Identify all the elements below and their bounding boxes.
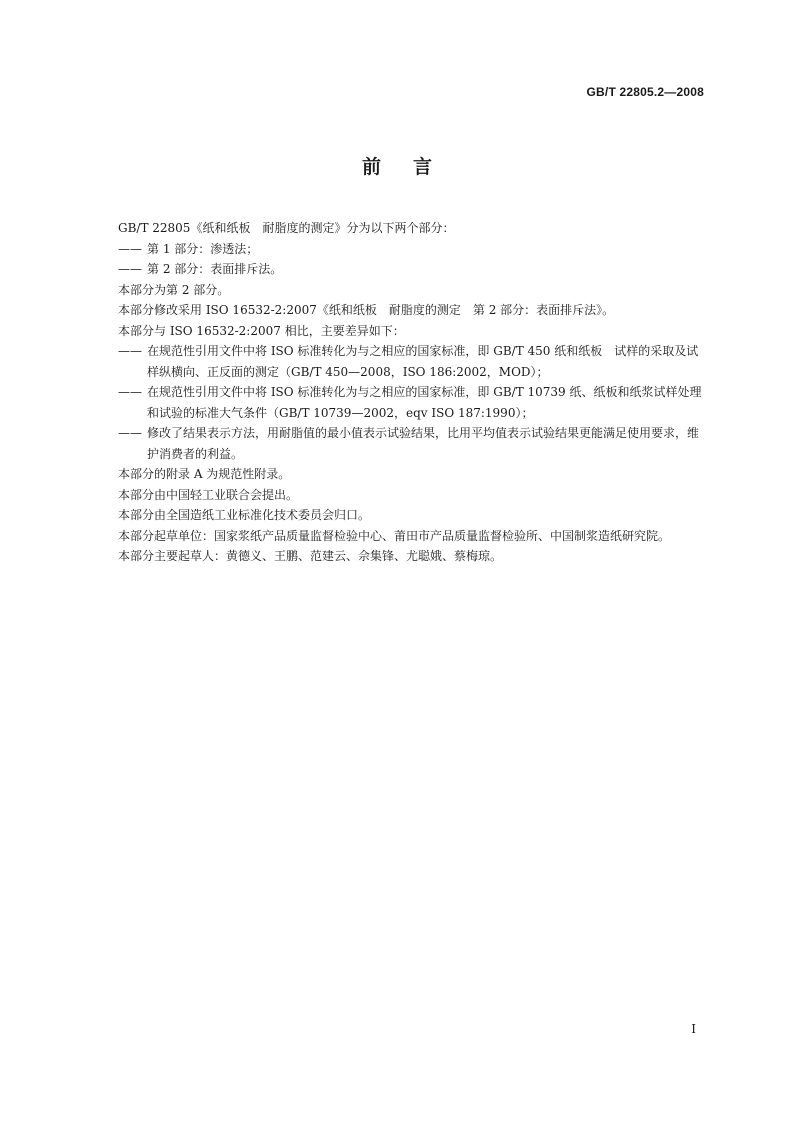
paragraph: 本部分修改采用 ISO 16532-2:2007《纸和纸板 耐脂度的测定 第 2 部分：表面排斥法》。 — [118, 303, 615, 317]
dash-item — [97, 239, 707, 260]
dash-item-text: 第 1 部分：渗透法； — [147, 241, 259, 256]
paragraph: 本部分主要起草人：黄德义、王鹏、范建云、佘集锋、尤聪娥、蔡梅琼。 — [118, 549, 503, 563]
foreword-body — [97, 218, 707, 567]
dash-mark: —— — [118, 426, 142, 440]
dash-mark: —— — [118, 262, 142, 276]
paragraph: 本部分由全国造纸工业标准化技术委员会归口。 — [118, 508, 371, 522]
paragraph: 本部分的附录 A 为规范性附录。 — [118, 467, 291, 481]
paragraph: GB/T 22805《纸和纸板 耐脂度的测定》分为以下两个部分： — [118, 221, 455, 235]
page-number: I — [691, 1022, 696, 1036]
paragraph: 本部分起草单位：国家浆纸产品质量监督检验中心、莆田市产品质量监督检验所、中国制浆造纸研究院。 — [118, 528, 671, 543]
paragraph: 本部分与 ISO 16532-2:2007 相比，主要差异如下： — [118, 323, 405, 338]
dash-item — [97, 382, 707, 423]
dash-item-text: 修改了结果表示方法，用耐脂值的最小值表示试验结果，比用平均值表示试验结果更能满足使用要求，维护消费者的利益。 — [147, 426, 700, 461]
page-title: 前言 — [361, 156, 464, 178]
paragraph: 本部分为第 2 部分。 — [118, 282, 230, 297]
dash-item — [97, 341, 707, 382]
dash-item — [97, 423, 707, 464]
document-code: GB/T 22805.2—2008 — [586, 85, 704, 99]
dash-item-text: 在规范性引用文件中将 ISO 标准转化为与之相应的国家标准，即 GB/T 10739 纸、纸板和纸浆试样处理和试验的标准大气条件（GB/T 10739—2002，eqv ISO 187:1990）； — [147, 385, 702, 420]
dash-mark: —— — [118, 241, 142, 256]
dash-item-text: 第 2 部分：表面排斥法。 — [147, 262, 283, 276]
dash-item-text: 在规范性引用文件中将 ISO 标准转化为与之相应的国家标准，即 GB/T 450 纸和纸板 试样的采取及试样纵横向、正反面的测定（GB/T 450—2008，ISO 186:2002，MOD）； — [147, 344, 699, 379]
paragraph: 本部分由中国轻工业联合会提出。 — [118, 487, 299, 502]
dash-mark: —— — [118, 385, 142, 399]
dash-item — [97, 259, 707, 280]
dash-mark: —— — [118, 344, 142, 358]
